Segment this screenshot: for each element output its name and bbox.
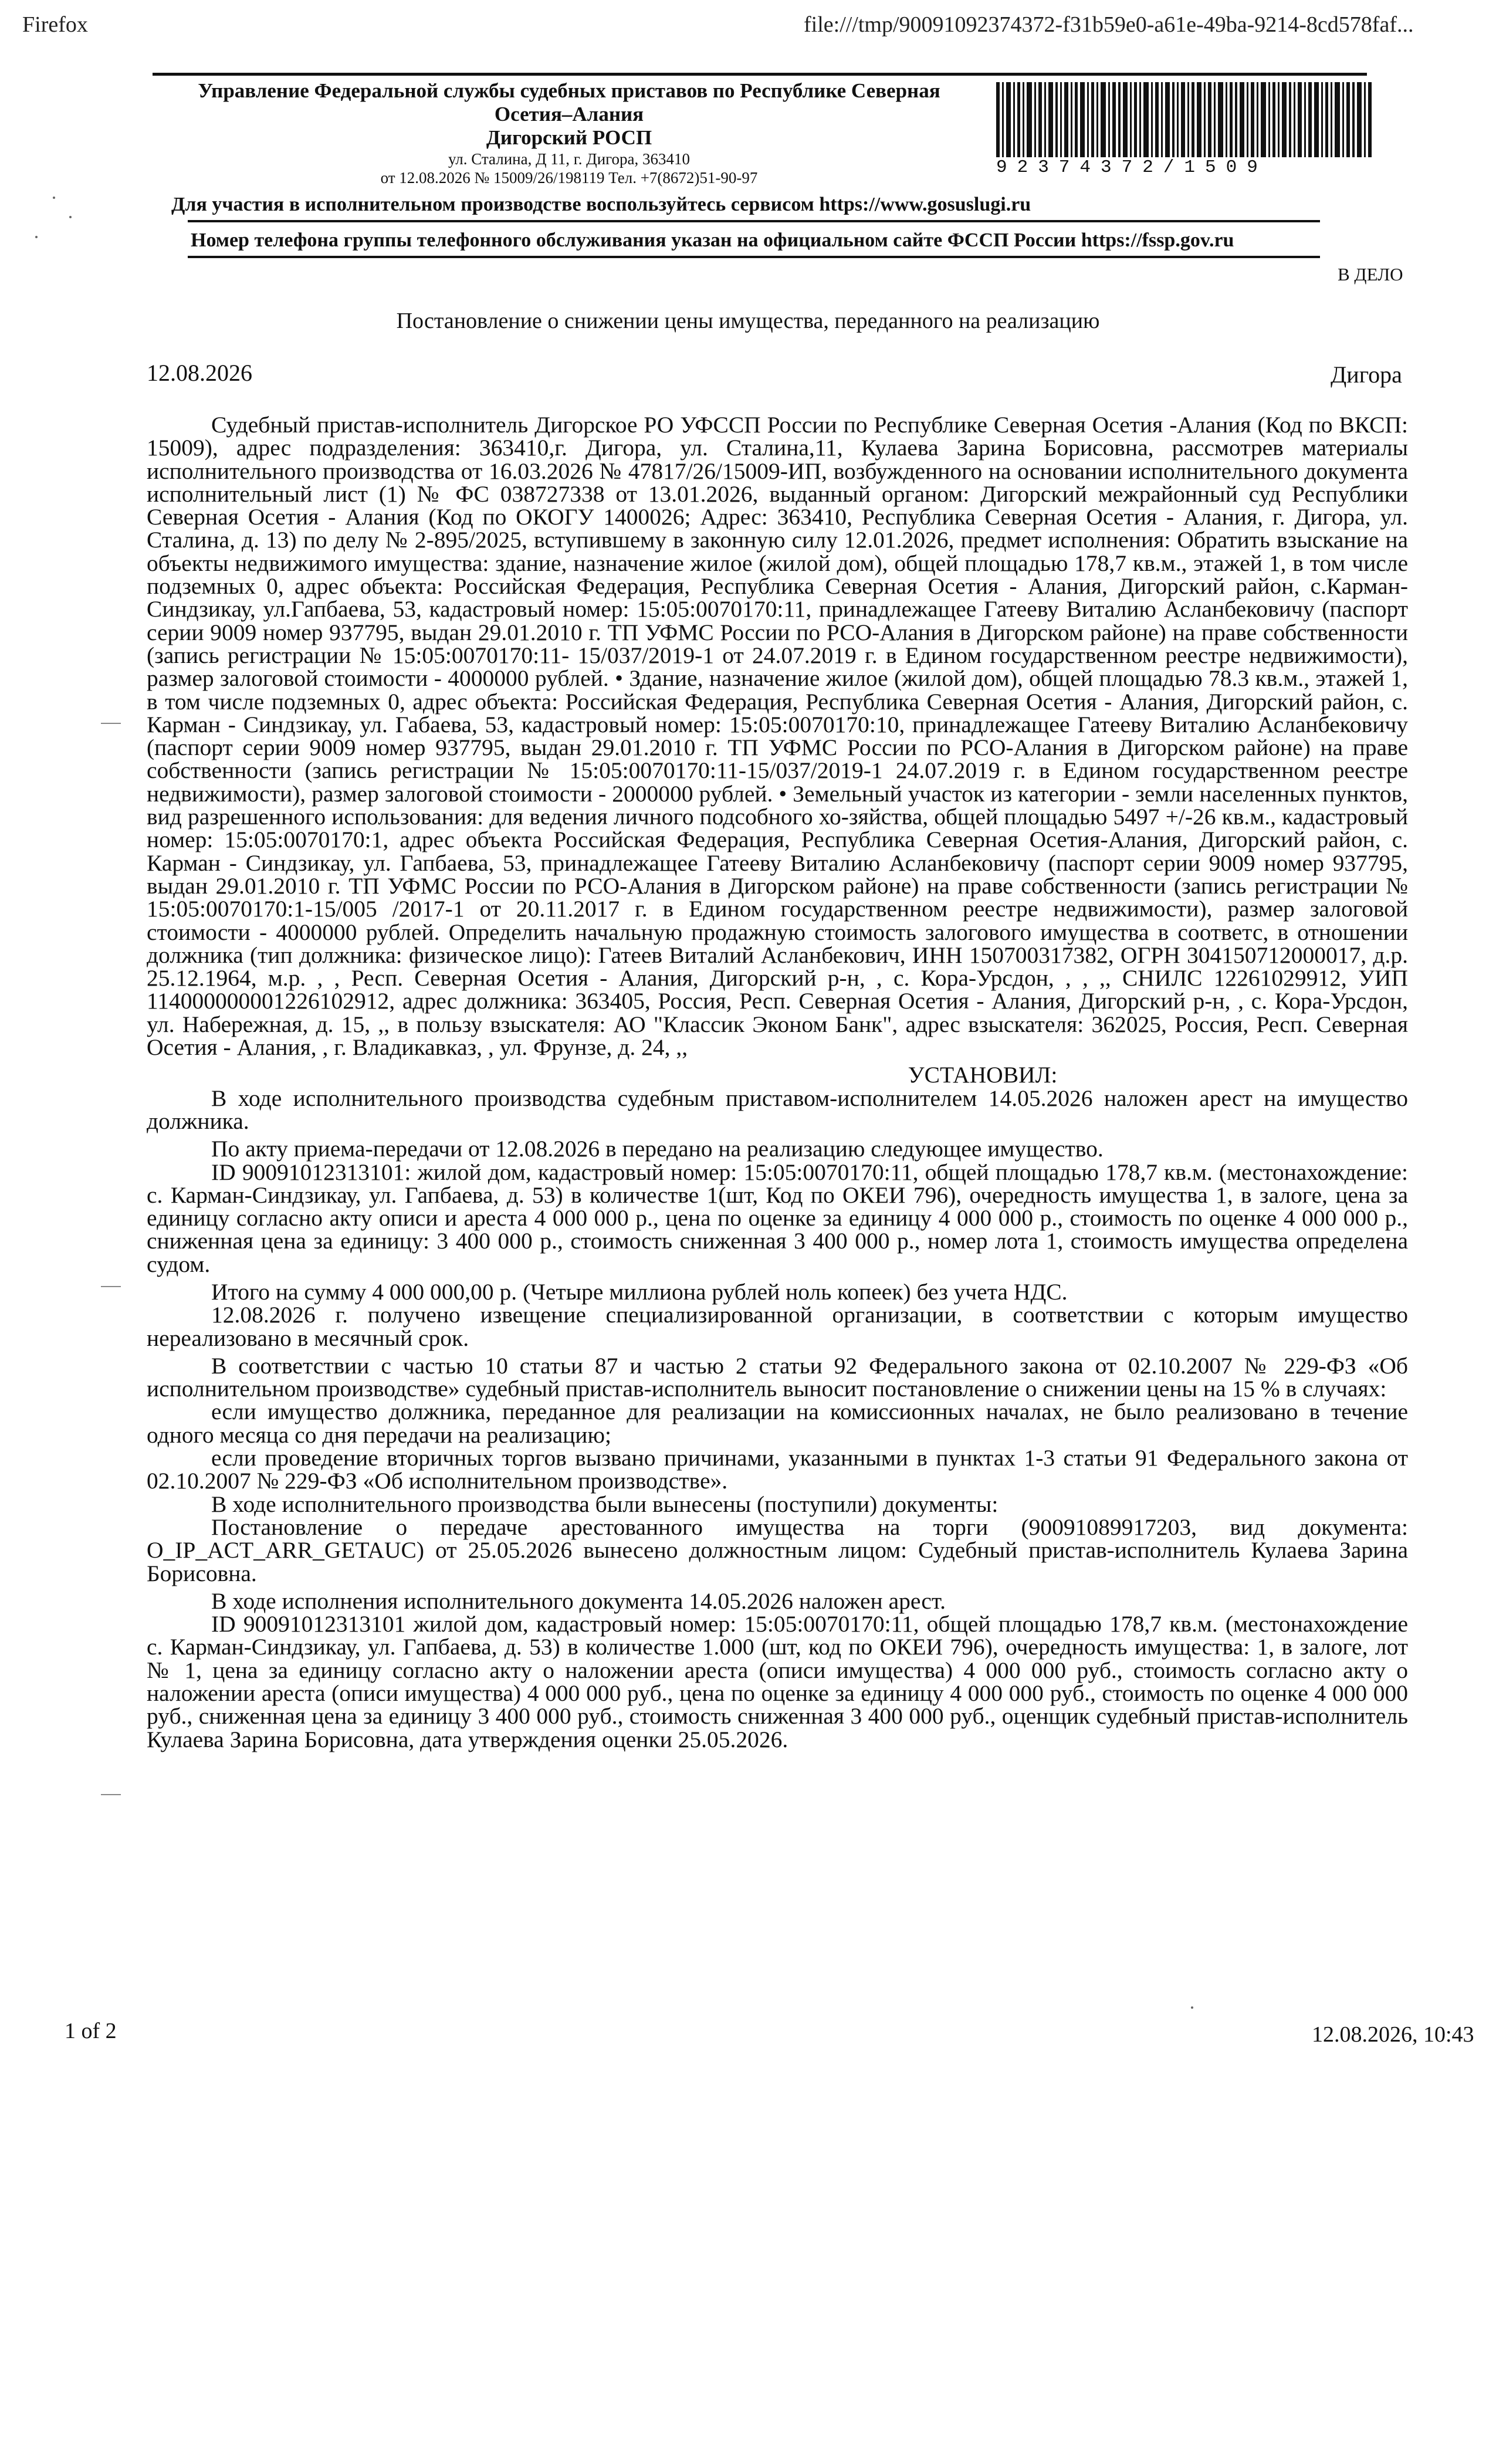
established-heading: УСТАНОВИЛ: <box>908 1062 1058 1088</box>
body-paragraph: В ходе исполнительного производства судебным приставом-исполнителем 14.05.2026 наложен арест на имущество должника. <box>147 1085 1408 1134</box>
scan-speck <box>101 723 121 724</box>
document-city: Дигора <box>1331 361 1402 388</box>
document-body <box>147 414 1408 1751</box>
org-address: ул. Сталина, Д 11, г. Дигора, 363410 <box>448 150 691 168</box>
scan-speck <box>69 216 72 218</box>
org-name-line-2: Осетия–Алания <box>494 103 644 126</box>
header-divider <box>188 256 1320 258</box>
file-url: file:///tmp/90091092374372-f31b59e0-a61e-49ba-9214-8cd578faf... <box>804 12 1414 37</box>
header-top-rule <box>153 73 1367 76</box>
body-paragraph: Постановление о передаче арестованного имущества на торги (90091089917203, вид документа: O_IP_ACT_ARR_GETAUC) от 25.05.2026 вынесено должностным лицом: Судебный пристав-исполнитель Кулаева Зарина Борисовна. <box>147 1514 1408 1586</box>
registration-line: от 12.08.2026 № 15009/26/198119 Тел. +7(8672)51-90-97 <box>380 169 758 187</box>
barcode-icon <box>996 82 1372 157</box>
body-paragraph: В соответствии с частью 10 статьи 87 и частью 2 статьи 92 Федерального закона от 02.10.2007 № 229-ФЗ «Об исполнительном производстве» судебный пристав-исполнитель выносит постановление о снижении цены на 15 % в случаях: <box>147 1352 1408 1402</box>
body-paragraph: если проведение вторичных торгов вызвано причинами, указанными в пунктах 1-3 статьи 91 Федерального закона от 02.10.2007 № 229-ФЗ «Об исполнительном производстве». <box>147 1445 1408 1494</box>
barcode-digits: 92374372/1509 <box>996 157 1268 178</box>
phone-service-note: Номер телефона группы телефонного обслуживания указан на официальном сайте ФССП России https://fssp.gov.ru <box>191 229 1234 251</box>
browser-app-name: Firefox <box>22 12 88 37</box>
preamble-paragraph: Судебный пристав-исполнитель Дигорское РО УФССП России по Республике Северная Осетия -Алания (Код по ВКСП: 15009), адрес подразделения: 363410,г. Дигора, ул. Сталина,11, Кулаева Зарина Борисовна, рассмотрев материалы исполнительного производства от 16.03.2026 № 47817/26/15009-ИП, возбужденного на основании исполнительного документа исполнительный лист (1) № ФС 038727338 от 13.01.2026, выданный органом: Дигорский межрайонный суд Республики Северная Осетия - Алания (Код по ОКОГУ 1400026; Адрес: 363410, Республика Северная Осетия - Алания, г. Дигора, ул. Сталина, д. 13) по делу № 2-895/2025, вступившему в законную силу 12.01.2026, предмет исполнения: Обратить взыскание на объекты недвижимого имущества: здание, назначение жилое (жилой дом), общей площадью 178,7 кв.м., этажей 1, в том числе подземных 0, адрес объекта: Российская Федерация, Республика Северная Осетия - Алания, Дигорский район, с.Карман-Синдзикау, ул.Гапбаева, 53, кадастровый номер: 15:05:0070170:11, принадлежащее Гатееву Виталию Асланбековичу (паспорт серии 9009 номер 937795, выдан 29.01.2010 г. ТП УФМС России по РСО-Алания в Дигорском районе) на праве собственности (запись регистрации № 15:05:0070170:11- 15/037/2019-1 от 24.07.2019 г. в Едином государственном реестре недвижимости), размер залоговой стоимости - 4000000 рублей. • Здание, назначение жилое (жилой дом), общей площадью 78.3 кв.м., этажей 1, в том числе подземных 0, адрес объекта: Российская Федерация, Республика Северная Осетия - Алания, Дигорский район, с. Карман - Синдзикау, ул. Габаева, 53, кадастровый номер: 15:05:0070170:10, принадлежащее Гатееву Виталию Асланбековичу (паспорт серии 9009 номер 937795, выдан 29.01.2010 г. ТП УФМС России по РСО-Алания в Дигорском районе) на праве собственности (запись регистрации № 15:05:0070170:11-15/037/2019-1 24.07.2019 г. в Едином государственном реестре недвижимости), размер залоговой стоимости - 2000000 рублей. • Земельный участок из категории - земли населенных пунктов, вид разрешенного использования: для ведения личного подсобного хо-зяйства, общей площадью 5497 +/-26 кв.м., кадастровый номер: 15:05:0070170:1, адрес объекта Российская Федерация, Республика Северная Осетия-Алания, Дигорский район, с. Карман - Синдзикау, ул. Гапбаева, 53, принадлежащее Гатееву Виталию Асланбековичу (паспорт серии 9009 номер 937795, выдан 29.01.2010 г. ТП УФМС России по РСО-Алания в Дигорском районе) на праве собственности (запись регистрации № 15:05:0070170:1-15/005 /2017-1 от 20.11.2017 г. в Едином государственном реестре недвижимости), размер залоговой стоимости - 4000000 рублей. Определить начальную продажную стоимость залогового имущества в соответс, в отношении должника (тип должника: физическое лицо): Гатеев Виталий Асланбекович, ИНН 150700317382, ОГРН 304150712000017, д.р. 25.12.1964, м.р. , , Респ. Северная Осетия - Алания, Дигорский р-н, , с. Кора-Урсдон, , , ,, СНИЛС 12261029912, УИП 114000000001226102912, адрес должника: 363405, Россия, Респ. Северная Осетия - Алания, Дигорский р-н, , с. Кора-Урсдон, ул. Набережная, д. 15, ,, в пользу взыскателя: АО "Классик Эконом Банк", адрес взыскателя: 362025, Россия, Респ. Северная Осетия - Алания, , г. Владикавказ, , ул. Фрунзе, д. 24, ,, <box>147 412 1408 1061</box>
body-paragraph: Итого на сумму 4 000 000,00 р. (Четыре миллиона рублей ноль копеек) без учета НДС. <box>211 1278 1068 1305</box>
body-paragraph: По акту приема-передачи от 12.08.2026 в передано на реализацию следующее имущество. <box>211 1136 1104 1162</box>
org-name-line-1: Управление Федеральной службы судебных приставов по Республике Северная <box>198 79 940 102</box>
organization-header <box>158 79 980 187</box>
body-paragraph: ID 90091012313101: жилой дом, кадастровый номер: 15:05:0070170:11, общей площадью 178,7 кв.м. (местонахождение: с. Карман-Синдзикау, ул. Гапбаева, д. 53) в количестве 1(шт, Код по ОКЕИ 796), очередность имущества 1, в залоге, цена за единицу согласно акту описи и ареста 4 000 000 р., цена по оценке за единицу 4 000 000 р., стоимость по оценке 4 000 000 р., сниженная цена за единицу: 3 400 000 р., стоимость сниженная 3 400 000 р., номер лота 1, стоимость имущества определена судом. <box>147 1159 1408 1277</box>
scan-speck <box>101 1794 121 1795</box>
document-date: 12.08.2026 <box>147 360 252 386</box>
org-department: Дигорский РОСП <box>486 126 652 149</box>
header-divider <box>188 220 1320 222</box>
body-paragraph: если имущество должника, переданное для реализации на комиссионных началах, не было реализовано в течение одного месяца со дня передачи на реализацию; <box>147 1399 1408 1448</box>
scan-speck <box>53 197 55 199</box>
gosuslugi-note: Для участия в исполнительном производстве воспользуйтесь сервисом https://www.gosuslugi.ru <box>171 194 1031 215</box>
scan-speck <box>1191 2006 1193 2009</box>
v-delo-stamp: В ДЕЛО <box>1338 264 1403 285</box>
body-paragraph: В ходе исполнительного производства были вынесены (поступили) документы: <box>211 1491 999 1517</box>
body-paragraph: В ходе исполнения исполнительного документа 14.05.2026 наложен арест. <box>211 1588 946 1614</box>
document-barcode <box>996 82 1383 178</box>
scan-speck <box>35 236 38 238</box>
body-paragraph: ID 90091012313101 жилой дом, кадастровый номер: 15:05:0070170:11, общей площадью 178,7 кв.м. (местонахождение с. Карман-Синдзикау, ул. Гапбаева, д. 53) в количестве 1.000 (шт, код по ОКЕИ 796), очередность имущества: 1, в залоге, лот № 1, цена за единицу согласно акту о наложении ареста (описи имущества) 4 000 000 руб., стоимость согласно акту о наложении ареста (описи имущества) 4 000 000 руб., цена по оценке за единицу 4 000 000 руб., стоимость по оценке 4 000 000 руб., сниженная цена за единицу 3 400 000 руб., стоимость сниженная 3 400 000 руб., оценщик судебный пристав-исполнитель Кулаева Зарина Борисовна, дата утверждения оценки 25.05.2026. <box>147 1611 1408 1752</box>
body-paragraph: 12.08.2026 г. получено извещение специализированной организации, в соответствии с которым имущество нереализовано в месячный срок. <box>147 1302 1408 1351</box>
document-title: Постановление о снижении цены имущества, переданного на реализацию <box>396 309 1100 333</box>
page-indicator: 1 of 2 <box>65 2019 117 2043</box>
scan-speck <box>101 1286 121 1287</box>
print-datetime: 12.08.2026, 10:43 <box>1312 2022 1474 2047</box>
